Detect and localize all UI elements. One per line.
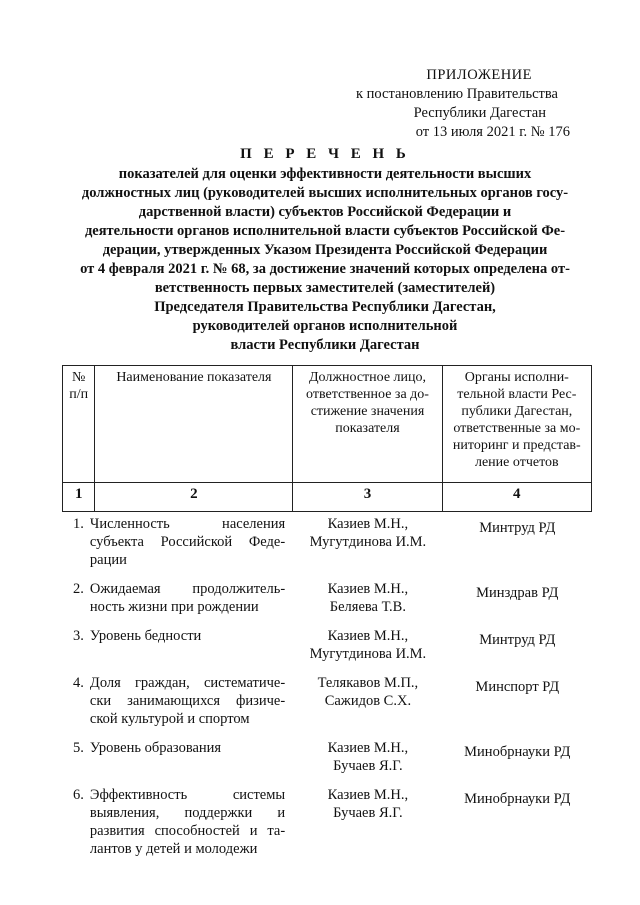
indicator-name: Эффективность системы выявления, поддержки и развития способностей и та-лантов у детей и молодежи — [89, 787, 286, 857]
heading-line: от 4 февраля 2021 г. № 68, за достижение значений которых определена от- — [80, 261, 570, 277]
responsible-persons — [285, 786, 442, 858]
appendix-line: от 13 июля 2021 г. № 176 — [415, 124, 570, 140]
row-number: 1. — [73, 516, 84, 532]
header-cell-responsible: Должностное лицо, ответственное за до-стижение значения показателя — [293, 366, 442, 483]
heading-line: дерации, утвержденных Указом Президента Российской Федерации — [102, 242, 548, 258]
responsible-person: Бучаев Я.Г. — [333, 758, 403, 774]
column-number: 2 — [95, 483, 293, 512]
table-row — [62, 674, 592, 728]
column-numbers-row — [63, 483, 592, 512]
column-number: 3 — [293, 483, 442, 512]
table-row — [62, 739, 592, 775]
table-row — [62, 786, 592, 858]
organ-name: Минздрав РД — [476, 585, 559, 601]
row-number: 6. — [73, 787, 84, 803]
responsible-persons — [285, 515, 442, 569]
column-number: 4 — [442, 483, 591, 512]
heading-line: показателей для оценки эффективности деятельности высших — [118, 166, 532, 182]
row-number: 5. — [73, 740, 84, 756]
indicators-table-header — [62, 365, 592, 512]
header-cell-indicator: Наименование показателя — [95, 366, 293, 483]
responsible-persons — [285, 627, 442, 663]
indicator-name: Уровень образования — [89, 740, 222, 756]
indicator-name: Ожидаемая продолжитель-ность жизни при рождении — [89, 581, 286, 615]
organ-name: Минспорт РД — [475, 679, 560, 695]
row-number: 2. — [73, 581, 84, 597]
indicators-list — [62, 515, 592, 869]
indicator-name: Доля граждан, систематиче-ски занимающихся физиче-ской культурой и спортом — [89, 675, 286, 727]
heading-line: ветственность первых заместителей (заместителей) — [154, 280, 496, 296]
row-number: 3. — [73, 628, 84, 644]
indicator-name: Численность населения субъекта Российской Феде-рации — [89, 516, 286, 568]
responsible-person: Мугутдинова И.М. — [309, 646, 427, 662]
column-number: 1 — [63, 483, 95, 512]
responsible-person: Бучаев Я.Г. — [333, 805, 403, 821]
appendix-block — [340, 66, 580, 142]
heading-line: руководителей органов исполнительной — [192, 318, 458, 334]
responsible-persons — [285, 674, 442, 728]
heading-line: должностных лиц (руководителей высших исполнительных органов госу- — [81, 185, 569, 201]
table-row — [62, 515, 592, 569]
indicator-name: Уровень бедности — [89, 628, 202, 644]
responsible-person: Казиев М.Н., — [327, 628, 409, 644]
responsible-persons — [285, 739, 442, 775]
organ-name: Минобрнауки РД — [464, 744, 571, 760]
appendix-line: к постановлению Правительства — [356, 86, 558, 102]
responsible-person: Телякавов М.П., — [317, 675, 419, 691]
row-number: 4. — [73, 675, 84, 691]
organ-name: Минобрнауки РД — [464, 791, 571, 807]
responsible-person: Казиев М.Н., — [327, 581, 409, 597]
heading-line: дарственной власти) субъектов Российской Федерации и — [138, 204, 512, 220]
table-row — [62, 580, 592, 616]
responsible-person: Казиев М.Н., — [327, 516, 409, 532]
document-heading — [60, 145, 590, 355]
organ-name: Минтруд РД — [479, 632, 556, 648]
responsible-person: Сажидов С.Х. — [324, 693, 412, 709]
heading-line: деятельности органов исполнительной власти субъектов Российской Фе- — [84, 223, 566, 239]
heading-line: Председателя Правительства Республики Дагестан, — [154, 299, 496, 315]
appendix-title: ПРИЛОЖЕНИЕ — [426, 67, 532, 83]
responsible-person: Казиев М.Н., — [327, 787, 409, 803]
header-cell-organs: Органы исполни-тельной власти Рес-публики Дагестан, ответственные за мо-ниторинг и представ-ление отчетов — [442, 366, 591, 483]
header-cell-number: № п/п — [63, 366, 95, 483]
table-header-row — [63, 366, 592, 483]
responsible-persons — [285, 580, 442, 616]
responsible-person: Мугутдинова И.М. — [309, 534, 427, 550]
organ-name: Минтруд РД — [479, 520, 556, 536]
heading-line: власти Республики Дагестан — [230, 337, 420, 353]
appendix-line: Республики Дагестан — [413, 105, 546, 121]
table-row — [62, 627, 592, 663]
responsible-person: Казиев М.Н., — [327, 740, 409, 756]
responsible-person: Беляева Т.В. — [329, 599, 406, 615]
heading-word: П Е Р Е Ч Е Н Ь — [240, 146, 410, 162]
